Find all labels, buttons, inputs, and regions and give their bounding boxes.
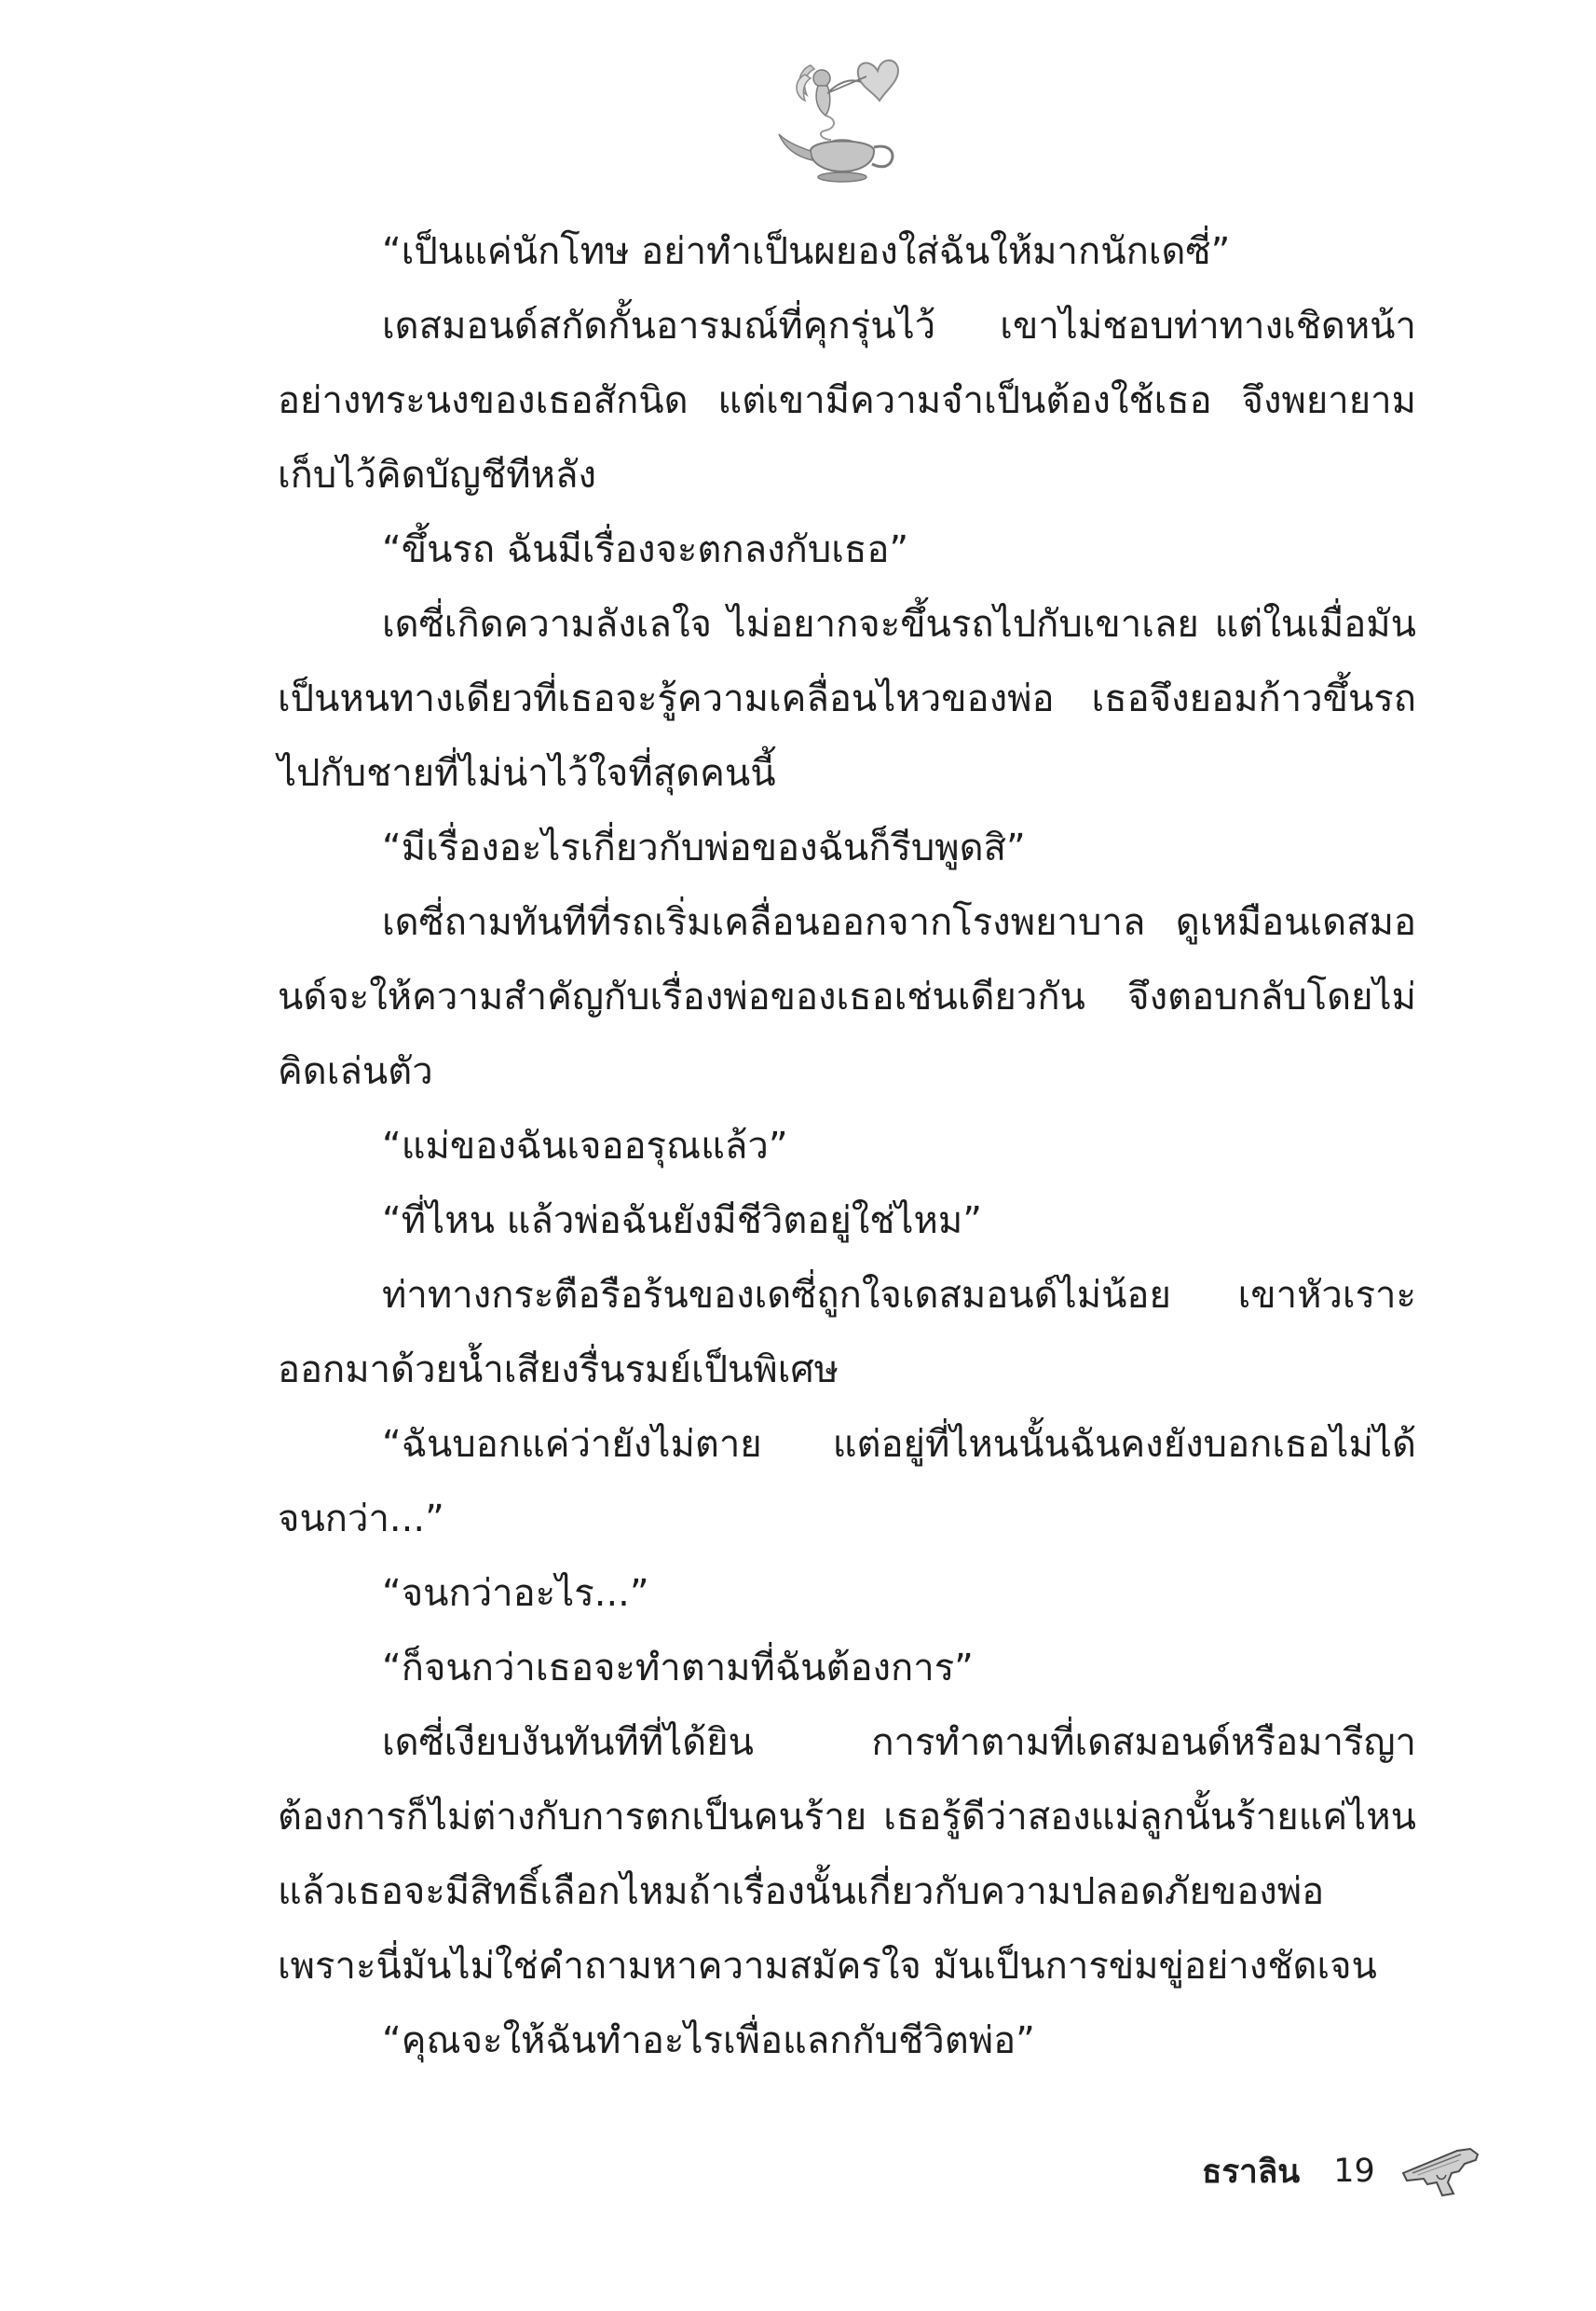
paragraph: “ขึ้นรถ ฉันมีเรื่องจะตกลงกับเธอ”	[382, 528, 909, 571]
paragraph: ท่าทางกระตือรือร้นของเดซี่ถูกใจเดสมอนด์ไม่น้อย เขาหัวเราะออกมาด้วยน้ำเสียงรื่นรมย์เป็นพิเศษ	[278, 1274, 1416, 1391]
paragraph: “คุณจะให้ฉันทำอะไรเพื่อแลกกับชีวิตพ่อ”	[382, 2019, 1035, 2062]
paragraph: “ก็จนกว่าเธอจะทำตามที่ฉันต้องการ”	[382, 1647, 974, 1689]
paragraph: “ที่ไหน แล้วพ่อฉันยังมีชีวิตอยู่ใช่ไหม”	[382, 1199, 983, 1242]
paragraph: “มีเรื่องอะไรเกี่ยวกับพ่อของฉันก็รีบพูดสิ”	[382, 827, 1026, 869]
paragraph: “ฉันบอกแค่ว่ายังไม่ตาย แต่อยู่ที่ไหนนั้นฉันคงยังบอกเธอไม่ได้จนกว่า...”	[278, 1423, 1416, 1540]
paragraph: “เป็นแค่นักโทษ อย่าทำเป็นผยองใส่ฉันให้มากนักเดซี่”	[382, 230, 1231, 273]
page-footer	[1202, 2134, 1481, 2208]
body-text	[278, 214, 1416, 2078]
cupid-teapot-emblem-icon	[773, 54, 913, 189]
paragraph: “แม่ของฉันเจออรุณแล้ว”	[382, 1125, 788, 1168]
paragraph: เดซี่เงียบงันทันทีที่ได้ยิน การทำตามที่เดสมอนด์หรือมารีญาต้องการก็ไม่ต่างกับการตกเป็นคนร้าย เธอรู้ดีว่าสองแม่ลูกนั้นร้ายแค่ไหน แล้วเธอจะมีสิทธิ์เลือกไหมถ้าเรื่องนั้นเกี่ยวกับความปลอดภัยของพ่อ เพราะนี่มันไม่ใช่คำถามหาความสมัครใจ มันเป็นการข่มขู่อย่างชัดเจน	[278, 1721, 1416, 1988]
paragraph: เดสมอนด์สกัดกั้นอารมณ์ที่คุกรุ่นไว้ เขาไม่ชอบท่าทางเชิดหน้าอย่างทระนงของเธอสักนิด แต่เขามีความจำเป็นต้องใช้เธอ จึงพยายามเก็บไว้คิดบัญชีทีหลัง	[278, 305, 1416, 497]
paragraph: “จนกว่าอะไร...”	[382, 1572, 649, 1615]
paragraph: เดซี่ถามทันทีที่รถเริ่มเคลื่อนออกจากโรงพยาบาล ดูเหมือนเดสมอนด์จะให้ความสำคัญกับเรื่องพ่อของเธอเช่นเดียวกัน จึงตอบกลับโดยไม่คิดเล่นตัว	[278, 901, 1416, 1093]
footer-author: ธราลิน	[1202, 2153, 1301, 2191]
paragraph: เดซี่เกิดความลังเลใจ ไม่อยากจะขึ้นรถไปกับเขาเลย แต่ในเมื่อมันเป็นหนทางเดียวที่เธอจะรู้ความเคลื่อนไหวของพ่อ เธอจึงยอมก้าวขึ้นรถไปกับชายที่ไม่น่าไว้ใจที่สุดคนนี้	[278, 603, 1416, 795]
pistol-icon	[1399, 2145, 1481, 2197]
page-number: 19	[1333, 2153, 1375, 2190]
